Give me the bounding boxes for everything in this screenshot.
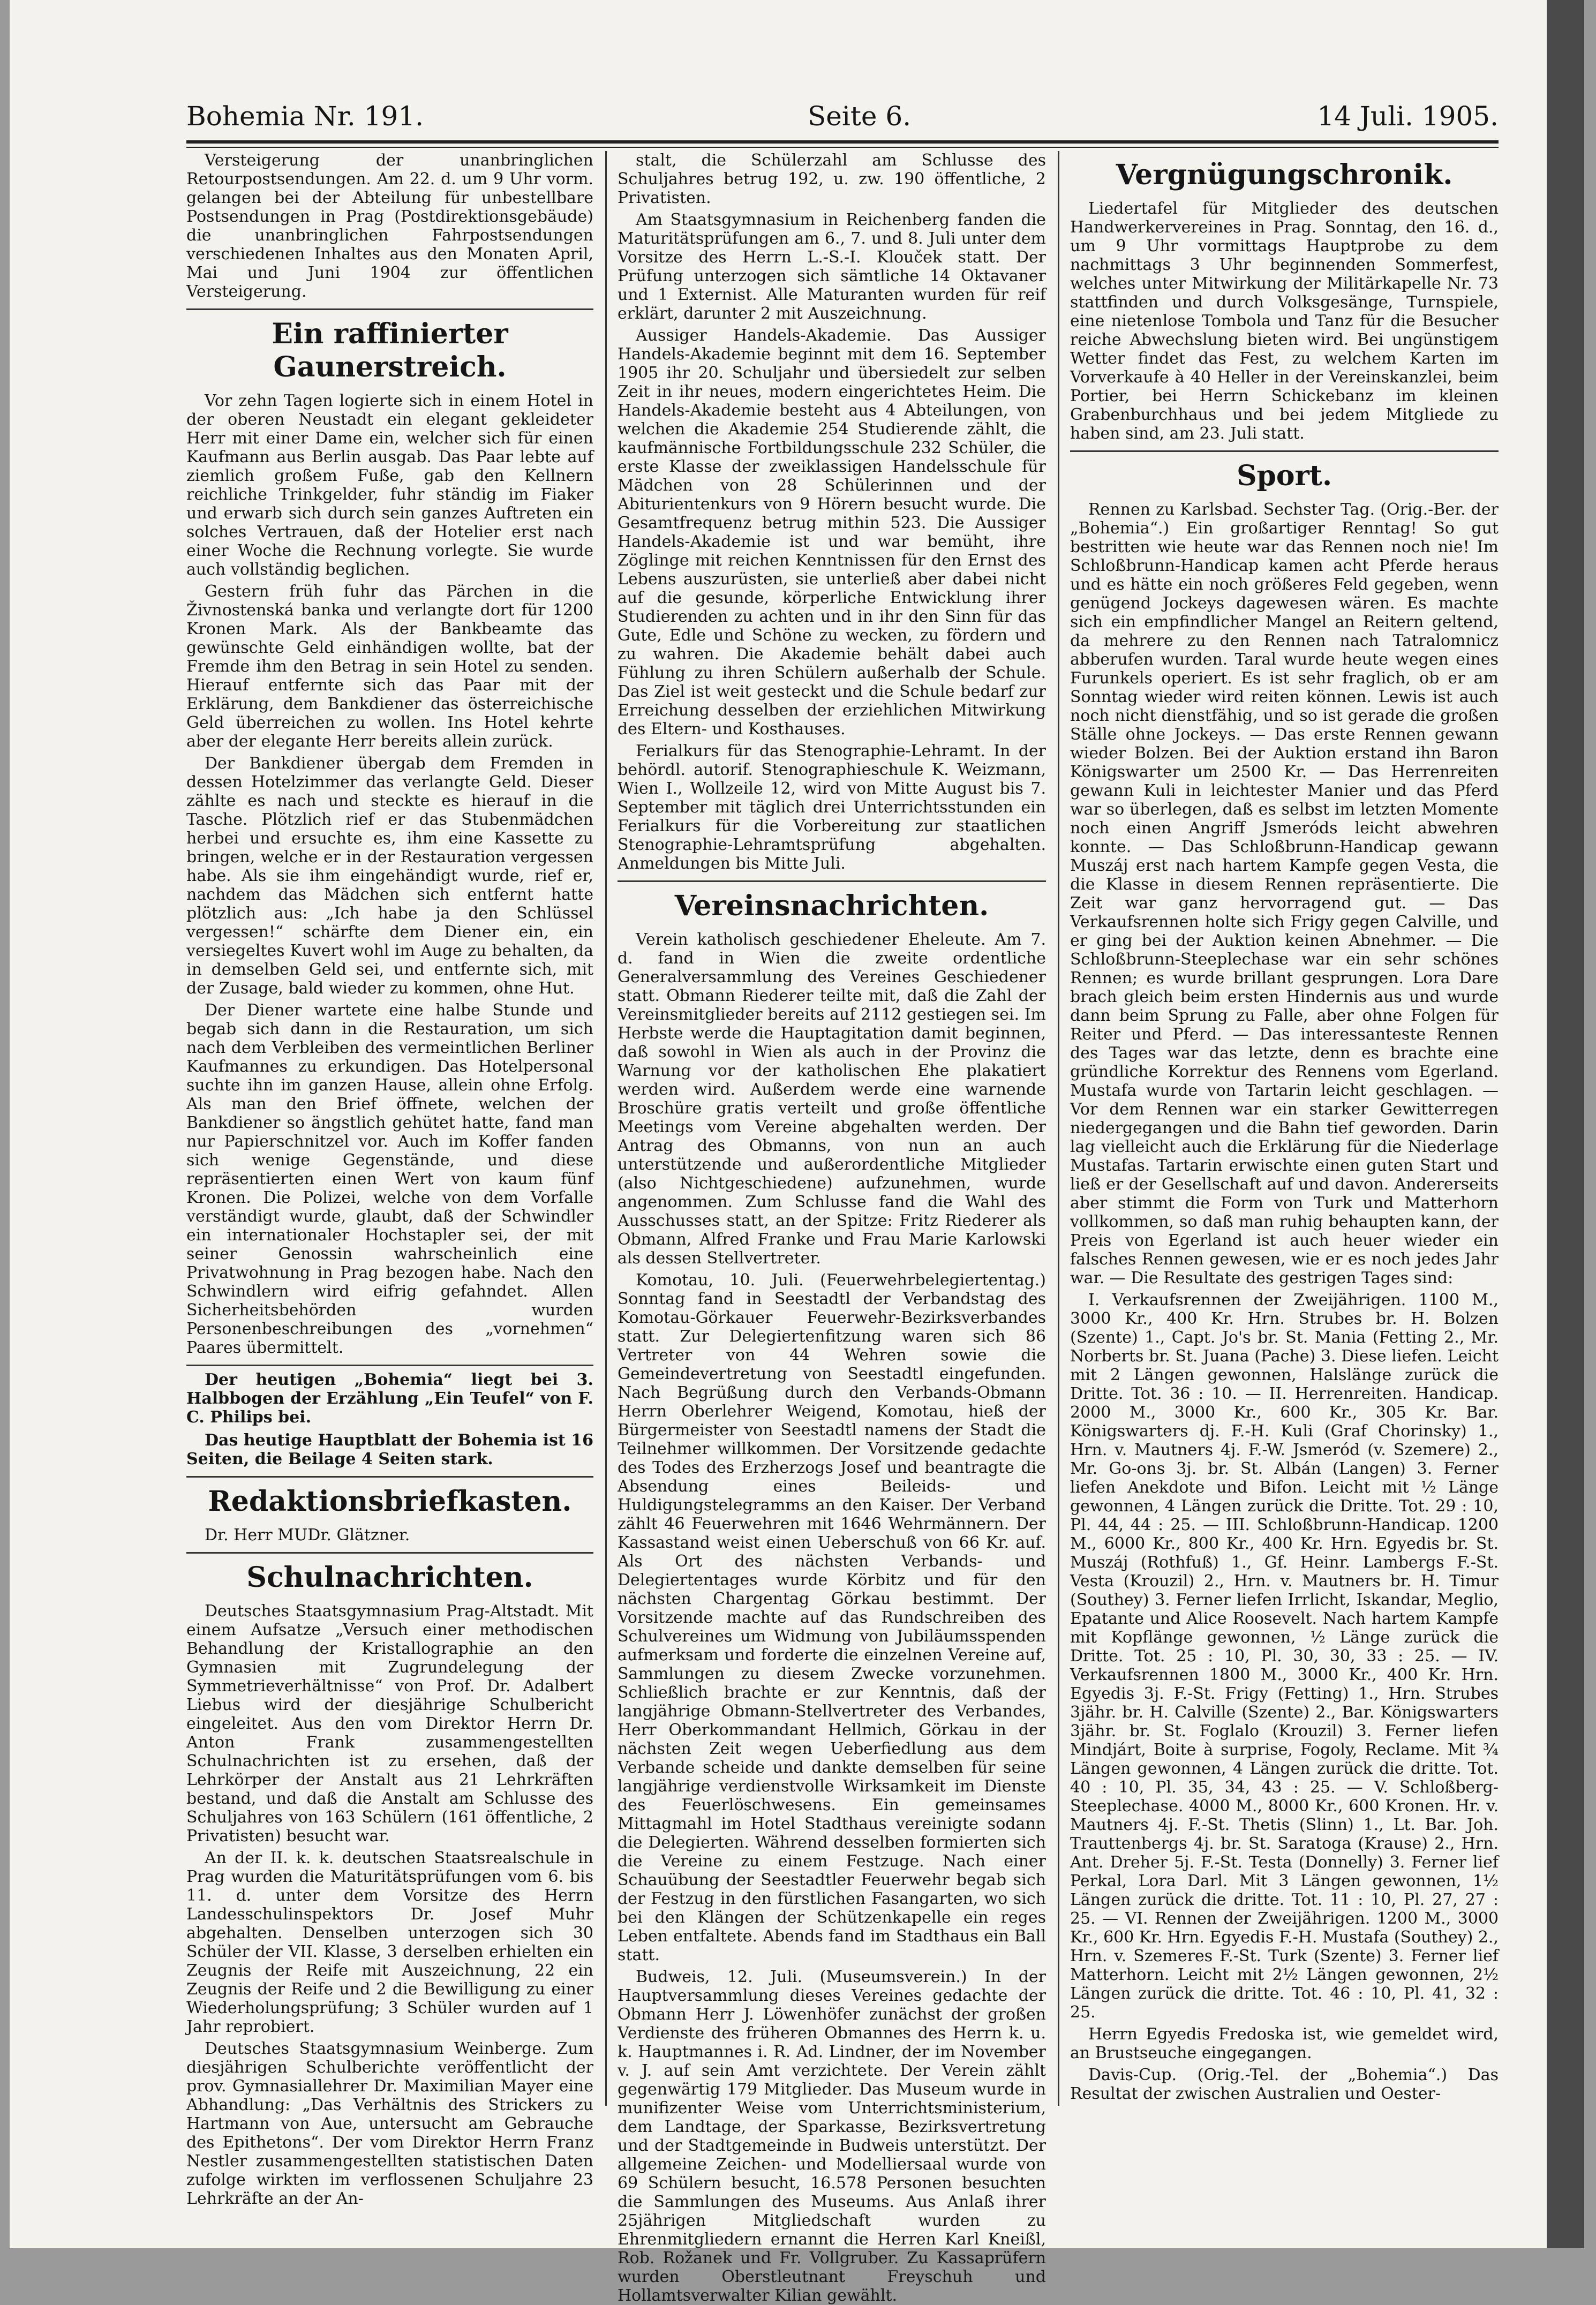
column-1 <box>186 151 593 2208</box>
supplement-notice: Der heutigen „Bohemia“ liegt bei 3. Halbbogen der Erzählung „Ein Teufel“ von F. C. Philips bei. <box>186 1370 593 1427</box>
section-divider <box>186 308 593 310</box>
supplement-notice: Das heutige Hauptblatt der Bohemia ist 16 Seiten, die Beilage 4 Seiten stark. <box>186 1431 593 1468</box>
race-results: I. Verkaufsrennen der Zweijährigen. 1100 M., 3000 Kr., 400 Kr. Hrn. Strubes br. H. Bolzen (Szente) 1., Capt. Jo's br. St. Mania (Fetting 2., Mr. Norberts br. St. Juana (Pache) 3. Diese liefen. Leicht mit 2 Längen gewonnen, Halslänge zurück die Dritte. Tot. 36 : 10. — II. Herrenreiten. Handicap. 2000 M., 3000 Kr., 600 Kr., 305 Kr. Bar. Königswarters dj. F.-H. Kuli (Graf Chorinsky) 1., Hrn. v. Mautners 4j. F.-W. Jsmeród (v. Szemere) 2., Mr. Go-ons 3j. br. St. Albán (Langen) 3. Ferner liefen Anekdote und Bifon. Leicht mit ½ Länge gewonnen, 4 Längen zurück die Dritte. Tot. 29 : 10, Pl. 44, 44 : 25. — III. Schloßbrunn-Handicap. 1200 M., 6000 Kr., 800 Kr., 400 Kr. Hrn. Egyedis br. St. Muszáj (Rothfuß) 1., Gf. Heinr. Lambergs F.-St. Vesta (Krouzil) 2., Hrn. v. Mautners br. H. Timur (Southey) 3. Ferner liefen Irrlicht, Iskandar, Meglio, Epatante und Alice Roosevelt. Nach hartem Kampfe mit Kopflänge gewonnen, ½ Länge zurück die Dritte. Tot. 25 : 10, Pl. 30, 30, 33 : 25. — IV. Verkaufsrennen 1800 M., 3000 Kr., 400 Kr. Hrn. Egyedis 3j. F.-St. Frigy (Fetting) 1., Hrn. Strubes 3jähr. br. H. Calville (Szente) 2., Bar. Königswarters 3jähr. br. St. Foglalo (Krouzil) 3. Ferner liefen Mindjárt, Boite à surprise, Fogoly, Reclame. Mit ¾ Längen gewonnen, 4 Längen zurück die dritte. Tot. 40 : 10, Pl. 35, 34, 43 : 25. — V. Schloßberg-Steeplechase. 4000 M., 8000 Kr., 600 Kronen. Hr. v. Mautners 4j. F.-St. Thetis (Slinn) 1., Lt. Bar. Joh. Trauttenbergs 4j. br. St. Saratoga (Krause) 2., Hrn. Ant. Dreher 5j. F.-St. Testa (Donnelly) 3. Ferner lief Perkal, Lora Darl. Mit 3 Längen gewonnen, 1½ Längen zurück die dritte. Tot. 11 : 10, Pl. 27, 27 : 25. — VI. Rennen der Zweijährigen. 1200 M., 3000 Kr., 600 Kr. Hrn. Egyedis F.-H. Mustafa (Southey) 2., Hrn. v. Szemeres F.-St. Turk (Szente) 3. Ferner lief Matterhorn. Leicht mit 2½ Längen gewonnen, 2½ Längen zurück die dritte. Tot. 46 : 10, Pl. 41, 32 : 25. <box>1070 1291 1499 2022</box>
article-text: Vor zehn Tagen logierte sich in einem Hotel in der oberen Neustadt ein elegant gekleideter Herr mit einer Dame ein, welcher sich für einen Kaufmann aus Berlin ausgab. Das Paar lebte auf ziemlich großem Fuße, gab den Kellnern reichliche Trinkgelder, fuhr ständig im Fiaker und erwarb sich durch sein ganzes Auftreten ein solches Vertrauen, daß der Hotelier erst nach einer Woche die Rechnung vorlegte. Sie wurde auch vollständig beglichen. <box>186 391 593 579</box>
article-text: stalt, die Schülerzahl am Schlusse des Schuljahres betrug 192, u. zw. 190 öffentliche, 2 Privatisten. <box>618 151 1046 207</box>
section-headline: Vereinsnachrichten. <box>674 890 989 922</box>
article-text: Liedertafel für Mitglieder des deutschen Handwerkervereines in Prag. Sonntag, den 16. d., um 9 Uhr vormittags Hauptprobe zu dem nachmittags 3 Uhr beginnenden Sommerfest, welches unter Mitwirkung der Militärkapelle Nr. 73 stattfinden und durch Volksgesänge, Turnspiele, eine nietenlose Tombola und Tanz für die Besucher reiche Abwechslung bieten wird. Bei ungünstigem Wetter findet das Fest, zu welchem Karten im Vorverkaufe à 40 Heller in der Vereinskanzlei, beim Portier, bei Herrn Schickebanz im kleinen Grabenburchhaus und bei jedem Mitgliede zu haben sind, am 23. Juli statt. <box>1070 199 1499 443</box>
column-divider <box>605 151 607 2106</box>
article-text: Versteigerung der unanbringlichen Retourpostsendungen. Am 22. d. um 9 Uhr vorm. gelangen bei der Abteilung für unbestellbare Postsendungen in Prag (Postdirektionsgebäude) die unanbringlichen Fahrpostsendungen verschiedenen Inhaltes aus den Monaten April, Mai und Juni 1904 zur öffentlichen Versteigerung. <box>186 151 593 301</box>
section-divider <box>186 1552 593 1554</box>
article-text: Herrn Egyedis Fredoska ist, wie gemeldet wird, an Brustseuche eingegangen. <box>1070 2025 1499 2062</box>
article-text: Dr. Herr MUDr. Glätzner. <box>205 1526 410 1545</box>
article-headline: Ein raffinierter Gaunerstreich. <box>272 318 508 383</box>
article-text: Deutsches Staatsgymnasium Weinberge. Zum diesjährigen Schulberichte veröffentlicht der prov. Gymnasiallehrer Dr. Maximilian Mayer eine Abhandlung: „Das Verhältnis des Strickers zu Hartmann von Aue, untersucht am Gebrauche des Epithetons“. Der vom Direktor Herrn Franz Nestler zusammengestellten statistischen Daten zufolge wirkten im verflossenen Schuljahre 23 Lehrkräfte an der An- <box>186 2039 593 2208</box>
masthead-issue: Bohemia Nr. 191. <box>186 101 424 132</box>
section-divider <box>186 1365 593 1366</box>
section-headline: Schulnachrichten. <box>246 1561 533 1594</box>
section-divider <box>618 880 1046 882</box>
article-text: Gestern früh fuhr das Pärchen in die Živnostenská banka und verlangte dort für 1200 Kronen Mark. Als der Bankbeamte das gewünschte Geld einhändigen wollte, bat der Fremde ihm den Betrag in sein Hotel zu senden. Hierauf entfernte sich das Paar mit der Erklärung, dem Bankdiener das österreichische Geld überreichen zu wollen. Ins Hotel kehrte aber der elegante Herr bereits allein zurück. <box>186 582 593 751</box>
article-text: Der Bankdiener übergab dem Fremden in dessen Hotelzimmer das verlangte Geld. Dieser zählte es nach und steckte es hierauf in die Tasche. Plötzlich rief er das Stubenmädchen herbei und ersuchte es, ihm eine Kassette zu bringen, welche er in der Restauration vergessen habe. Als sie ihm eingehändigt wurde, rief er, nachdem das Mädchen sich entfernt hatte plötzlich aus: „Ich habe ja den Schlüssel vergessen!“ schärfte dem Diener ein, ein versiegeltes Kuvert wohl im Auge zu behalten, da in demselben Geld sei, und entfernte sich, mit der Zusage, bald wieder zu kommen, ohne Hut. <box>186 754 593 998</box>
article-text: Ferialkurs für das Stenographie-Lehramt. In der behördl. autorif. Stenographieschule K. Weizmann, Wien I., Wollzeile 12, wird von Mitte August bis 7. September mit täglich drei Unterrichtsstunden ein Ferialkurs für die Vorbereitung zur staatlichen Stenographie-Lehramtsprüfung abgehalten. Anmeldungen bis Mitte Juli. <box>618 742 1046 873</box>
article-text: Am Staatsgymnasium in Reichenberg fanden die Maturitätsprüfungen am 6., 7. und 8. Juli unter dem Vorsitze des Herrn L.-S.-I. Klouček statt. Der Prüfung unterzogen sich sämtliche 14 Oktavaner und 1 Externist. Alle Maturanten wurden für reif erklärt, darunter 2 mit Auszeichnung. <box>618 210 1046 323</box>
article-text: Deutsches Staatsgymnasium Prag-Altstadt. Mit einem Aufsatze „Versuch einer methodischen Behandlung der Kristallographie an den Gymnasien mit Zugrundelegung der Symmetrieverhältnisse“ von Prof. Dr. Adalbert Liebus wird der diesjährige Schulbericht eingeleitet. Aus den vom Direktor Herrn Dr. Anton Frank zusammengestellten Schulnachrichten ist zu ersehen, daß der Lehrkörper der Anstalt aus 21 Lehrkräften bestand, und daß die Anstalt am Schlusse des Schuljahres von 163 Schülern (161 öffentliche, 2 Privatisten) besucht war. <box>186 1602 593 1845</box>
section-divider <box>1070 450 1499 452</box>
header-rule-thin <box>186 147 1499 148</box>
column-3 <box>1070 151 1499 2103</box>
scan-edge <box>1547 0 1584 2248</box>
page-header <box>186 101 1499 138</box>
article-text: Komotau, 10. Juli. (Feuerwehrbelegiertentag.) Sonntag fand in Seestadtl der Verbandstag des Komotau-Görkauer Feuerwehr-Bezirksverbandes statt. Zur Delegiertenfitzung waren sich 86 Vertreter von 44 Wehren sowie die Gemeindevertretung von Seestadtl eingefunden. Nach Begrüßung durch den Verbands-Obmann Herrn Oberlehrer Weigend, Komotau, hieß der Bürgermeister von Seestadtl namens der Stadt die Teilnehmer willkommen. Der Vorsitzende gedachte des Todes des Erzherzogs Josef und beantragte die Absendung eines Beileids- und Huldigungstelegramms an den Kaiser. Der Verband zählt 46 Feuerwehren mit 1646 Wehrmännern. Der Kassastand weist einen Ueberschuß von 66 Kr. auf. Als Ort des nächsten Verbands- und Delegiertentages wurde Körbitz und für den nächsten Chargentag Görkau bestimmt. Der Vorsitzende machte auf das Rundschreiben des Schulvereines um Widmung von Jubiläumsspenden aufmerksam und forderte die einzelnen Vereine auf, Sammlungen zu diesem Zwecke vorzunehmen. Schließlich brachte er zur Kenntnis, daß der langjährige Obmann-Stellvertreter des Verbandes, Herr Oberkommandant Hellmich, Görkau in der nächsten Zeit wegen Ueberfiedlung aus dem Verbande scheide und dankte demselben für seine langjährige verdienstvolle Wirksamkeit im Dienste des Feuerlöschwesens. Ein gemeinsames Mittagmahl im Hotel Stadthaus vereinigte sodann die Delegierten. Während desselben formierten sich die Vereine zu einem Festzuge. Nach einer Schauübung der Seestadtler Feuerwehr begab sich der Festzug in den fürstlichen Fasangarten, wo sich bei den Klängen der Schützenkapelle ein reges Leben entfaltete. Abends fand im Stadthaus ein Ball statt. <box>618 1271 1046 1964</box>
section-headline: Sport. <box>1236 460 1332 492</box>
article-text: Verein katholisch geschiedener Eheleute. Am 7. d. fand in Wien die zweite ordentliche Generalversammlung des Vereines Geschiedener statt. Obmann Riederer teilte mit, daß die Zahl der Vereinsmitglieder bereits auf 2112 gestiegen sei. Im Herbste werde die Hauptagitation damit beginnen, daß sowohl in Wien als auch in der Provinz die Warnung vor der katholischen Ehe plakatiert werden wird. Außerdem werde eine warnende Broschüre gratis verteilt und große öffentliche Meetings vom Vereine abgehalten werden. Der Antrag des Obmanns, von nun an auch unterstützende und außerordentliche Mitglieder (also Nichtgeschiedene) aufzunehmen, wurde angenommen. Zum Schlusse fand die Wahl des Ausschusses statt, an der Spitze: Fritz Riederer als Obmann, Alfred Franke und Frau Marie Karlowski als dessen Stellvertreter. <box>618 930 1046 1268</box>
issue-date: 14 Juli. 1905. <box>1317 101 1499 132</box>
article-text: Aussiger Handels-Akademie. Das Aussiger Handels-Akademie beginnt mit dem 16. September 1905 ihr 20. Schuljahr und übersiedelt zur selben Zeit in ihr neues, modern eingerichtetes Heim. Die Handels-Akademie besteht aus 4 Abteilungen, von welchen die Akademie 254 Studierende zählt, die kaufmännische Fortbildungsschule 232 Schüler, die erste Klasse der zweiklassigen Handelsschule für Mädchen von 28 Schülerinnen und der Abiturientenkurs von 9 Hörern besucht wurde. Die Gesamtfrequenz betrug mithin 523. Die Aussiger Handels-Akademie ist und war bemüht, ihre Zöglinge mit reichen Kenntnissen für den Ernst des Lebens auszurüsten, sie unterließ aber dabei nicht auf die gesunde, körperliche Entwicklung ihrer Studierenden zu achten und in ihr den Sinn für das Gute, Edle und Schöne zu wecken, zu fördern und zu wahren. Die Akademie behält dabei auch Fühlung zu ihren Schülern außerhalb der Schule. Das Ziel ist weit gesteckt und die Schule bedarf zur Erreichung desselben der erziehlichen Mitwirkung des Eltern- und Kosthauses. <box>618 326 1046 739</box>
article-text: Budweis, 12. Juli. (Museumsverein.) In der Hauptversammlung dieses Vereines gedachte der Obmann Herr J. Löwenhöfer zunächst der großen Verdienste des früheren Obmannes des Herrn k. u. k. Hauptmannes i. R. Ad. Lindner, der im November v. J. auf sein Amt verzichtete. Der Verein zählt gegenwärtig 179 Mitglieder. Das Museum wurde in munifizenter Weise vom Unterrichtsministerium, dem Landtage, der Sparkasse, Bezirksvertretung und der Stadtgemeinde in Budweis unterstützt. Der allgemeine Zeichen- und Modelliersaal wurde von 69 Schülern besucht, 16.578 Personen besuchten die Sammlungen des Museums. Aus Anlaß ihrer 25jährigen Mitgliedschaft wurden zu Ehrenmitgliedern ernannt die Herren Karl Kneißl, Rob. Rožanek und Fr. Vollgruber. Zu Kassaprüfern wurden Oberstleutnant Freyschuh und Hollamtsverwalter Kilian gewählt. <box>618 1968 1046 2305</box>
header-rule <box>186 140 1499 144</box>
page-number: Seite 6. <box>808 101 912 132</box>
section-divider <box>186 1476 593 1478</box>
section-headline: Vergnügungschronik. <box>1116 159 1453 191</box>
article-text: Davis-Cup. (Orig.-Tel. der „Bohemia“.) Das Resultat der zwischen Australien und Oester- <box>1070 2066 1499 2103</box>
column-divider <box>1058 151 1059 2106</box>
article-text: An der II. k. k. deutschen Staatsrealschule in Prag wurden die Maturitätsprüfungen vom 6. bis 11. d. unter dem Vorsitze des Herrn Landesschulinspektors Dr. Josef Muhr abgehalten. Denselben unterzogen sich 30 Schüler der VII. Klasse, 3 derselben erhielten ein Zeugnis der Reife mit Auszeichnung, 22 ein Zeugnis der Reife und 2 die Bewilligung zu einer Wiederholungsprüfung; 3 Schüler wurden auf 1 Jahr reprobiert. <box>186 1849 593 2036</box>
article-text: Rennen zu Karlsbad. Sechster Tag. (Orig.-Ber. der „Bohemia“.) Ein großartiger Renntag! So gut bestritten wie heute war das Rennen noch nie! Im Schloßbrunn-Handicap kamen acht Pferde heraus und es hätte ein noch größeres Feld gegeben, wenn genügend Jockeys dagewesen wären. Es machte sich ein empfindlicher Mangel an Reitern geltend, da mehrere zu den Rennen nach Tatralomnicz abberufen wurden. Taral wurde heute wegen eines Furunkels operiert. Es ist sehr fraglich, ob er am Sonntag wieder wird reiten können. Lewis ist auch noch nicht dienstfähig, und so ist gerade die großen Ställe ohne Jockeys. — Das erste Rennen gewann wieder Bolzen. Bei der Auktion erstand ihn Baron Königswarter um 2500 Kr. — Das Herrenreiten gewann Kuli in leichtester Manier und das Pferd war so überlegen, daß es selbst im letzten Momente noch einen Angriff Jsmeróds leicht abwehren konnte. — Das Schloßbrunn-Handicap gewann Muszáj erst nach hartem Kampfe gegen Vesta, die die Klasse in diesem Rennen repräsentierte. Die Zeit war ganz hervorragend gut. — Das Verkaufsrennen holte sich Frigy gegen Calville, und er ging bei der Auktion keinen Abnehmer. — Die Schloßbrunn-Steeplechase war ein sehr schönes Rennen; es wurde brillant gesprungen. Lora Dare brach gleich beim ersten Hindernis aus und wurde dann beim Sprung zu Falle, aber ohne Folgen für Reiter und Pferd. — Das interessanteste Rennen des Tages war das letzte, denn es brachte eine gründliche Korrektur des Rennens vom Egerland. Mustafa wurde von Tartarin leicht geschlagen. — Vor dem Rennen war ein starker Gewitterregen niedergegangen und die Bahn tief geworden. Darin lag vielleicht auch die Erklärung für die Niederlage Mustafas. Tartarin erwischte einen guten Start und ließ er der Gesellschaft auf und davon. Andererseits aber stimmt die Form von Turk und Matterhorn vollkommen, so daß man ruhig behaupten kann, der Preis von Egerland ist auch heuer wieder ein falsches Rennen gewesen, wie er es noch jedes Jahr war. — Die Resultate des gestrigen Tages sind: <box>1070 500 1499 1287</box>
column-2 <box>618 151 1046 2305</box>
section-headline: Redaktionsbriefkasten. <box>208 1485 572 1518</box>
newspaper-page <box>10 0 1584 2305</box>
article-text: Der Diener wartete eine halbe Stunde und begab sich dann in die Restauration, um sich nach dem Verbleiben des vermeintlichen Berliner Kaufmannes zu erkundigen. Das Hotelpersonal suchte ihn im ganzen Hause, allein ohne Erfolg. Als man den Brief öffnete, welchen der Bankdiener so ängstlich gehütet hatte, fand man nur Papierschnitzel vor. Auch im Koffer fanden sich wenige Gegenstände, und diese repräsentierten einen Wert von kaum fünf Kronen. Die Polizei, welche von dem Vorfalle verständigt wurde, glaubt, daß der Schwindler ein internationaler Hochstapler sei, der mit seiner Genossin wahrscheinlich eine Privatwohnung in Prag bezogen habe. Nach den Schwindlern wird eifrig gefahndet. Allen Sicherheitsbehörden wurden Personenbeschreibungen des „vornehmen“ Paares übermittelt. <box>186 1001 593 1357</box>
